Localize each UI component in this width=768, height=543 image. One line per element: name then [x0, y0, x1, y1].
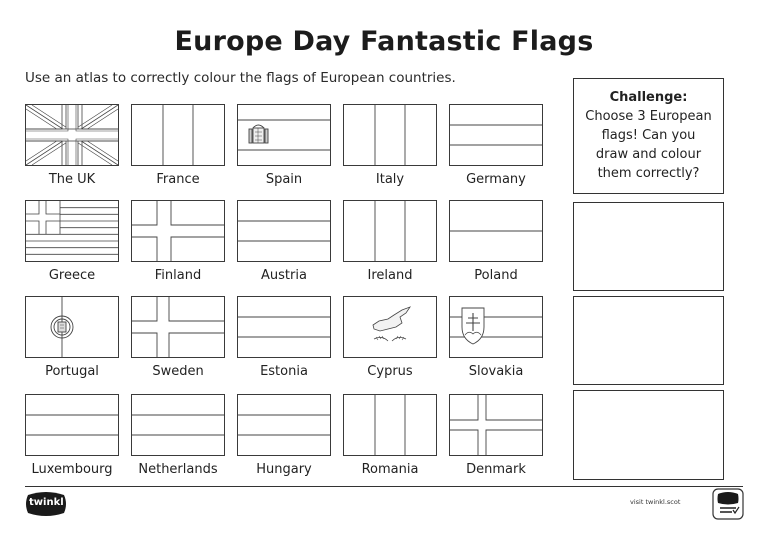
vertical-tricolour-icon — [344, 201, 436, 261]
flag-netherlands[interactable] — [131, 394, 225, 456]
flag-label: Ireland — [367, 268, 413, 283]
drawing-box-1[interactable] — [573, 202, 724, 291]
horizontal-tricolour-icon — [450, 105, 542, 165]
flag-denmark[interactable] — [449, 394, 543, 456]
flag-label: Sweden — [152, 364, 204, 379]
union-jack-icon — [26, 105, 118, 165]
flag-label: Greece — [48, 268, 96, 283]
flag-label: Hungary — [256, 462, 312, 477]
flag-label: Poland — [474, 268, 518, 283]
horizontal-tricolour-icon — [238, 201, 330, 261]
flag-label: Denmark — [466, 462, 526, 477]
challenge-line: flags! Can you — [601, 128, 696, 143]
visit-link[interactable]: visit twinkl.scot — [630, 498, 681, 506]
flag-estonia[interactable] — [237, 296, 331, 358]
vertical-tricolour-icon — [132, 105, 224, 165]
flag-italy[interactable] — [343, 104, 437, 166]
horizontal-tricolour-icon — [132, 395, 224, 455]
flag-slovakia[interactable] — [449, 296, 543, 358]
slovakia-shield-icon — [450, 297, 542, 357]
flag-luxembourg[interactable] — [25, 394, 119, 456]
flag-label: Italy — [375, 172, 405, 187]
flag-ireland[interactable] — [343, 200, 437, 262]
flag-label: Finland — [154, 268, 202, 283]
vertical-tricolour-icon — [344, 395, 436, 455]
horizontal-tricolour-icon — [238, 395, 330, 455]
horizontal-tricolour-icon — [26, 395, 118, 455]
flag-label: France — [156, 172, 200, 187]
vertical-tricolour-icon — [344, 105, 436, 165]
flag-label: Slovakia — [468, 364, 524, 379]
challenge-box — [573, 78, 724, 194]
challenge-line: them correctly? — [597, 166, 700, 181]
logo-text: twinkl — [29, 497, 64, 508]
challenge-heading: Challenge: — [609, 90, 688, 105]
challenge-line: Choose 3 European — [585, 109, 712, 124]
stripes-and-cross-icon — [26, 201, 118, 261]
horizontal-tricolour-icon — [238, 297, 330, 357]
flag-poland[interactable] — [449, 200, 543, 262]
nordic-cross-icon — [132, 201, 224, 261]
flag-label: Germany — [466, 172, 526, 187]
flag-portugal[interactable] — [25, 296, 119, 358]
flag-spain[interactable] — [237, 104, 331, 166]
flag-cyprus[interactable] — [343, 296, 437, 358]
flag-label: Portugal — [45, 364, 99, 379]
horizontal-bicolour-icon — [450, 201, 542, 261]
flag-france[interactable] — [131, 104, 225, 166]
drawing-box-3[interactable] — [573, 390, 724, 480]
instruction-text: Use an atlas to correctly colour the flags of European countries. — [25, 70, 456, 86]
flag-hungary[interactable] — [237, 394, 331, 456]
flag-romania[interactable] — [343, 394, 437, 456]
flag-label: Romania — [361, 462, 419, 477]
flag-label: Estonia — [260, 364, 308, 379]
flag-label: Spain — [265, 172, 303, 187]
flag-sweden[interactable] — [131, 296, 225, 358]
flag-label: Luxembourg — [31, 462, 113, 477]
portugal-emblem-icon — [26, 297, 118, 357]
challenge-line: draw and colour — [595, 147, 702, 162]
flag-finland[interactable] — [131, 200, 225, 262]
flag-germany[interactable] — [449, 104, 543, 166]
footer-divider — [25, 486, 743, 487]
cyprus-map-icon — [344, 297, 436, 357]
flag-uk[interactable] — [25, 104, 119, 166]
flag-label: Netherlands — [138, 462, 218, 477]
page-title: Europe Day Fantastic Flags — [174, 26, 594, 57]
flag-label: The UK — [48, 172, 96, 187]
drawing-box-2[interactable] — [573, 296, 724, 385]
nordic-cross-icon — [450, 395, 542, 455]
spain-coat-of-arms-icon — [238, 105, 330, 165]
flag-label: Austria — [261, 268, 307, 283]
flag-label: Cyprus — [367, 364, 413, 379]
nordic-cross-icon — [132, 297, 224, 357]
flag-greece[interactable] — [25, 200, 119, 262]
quality-standard-badge-icon — [712, 488, 744, 520]
flag-austria[interactable] — [237, 200, 331, 262]
